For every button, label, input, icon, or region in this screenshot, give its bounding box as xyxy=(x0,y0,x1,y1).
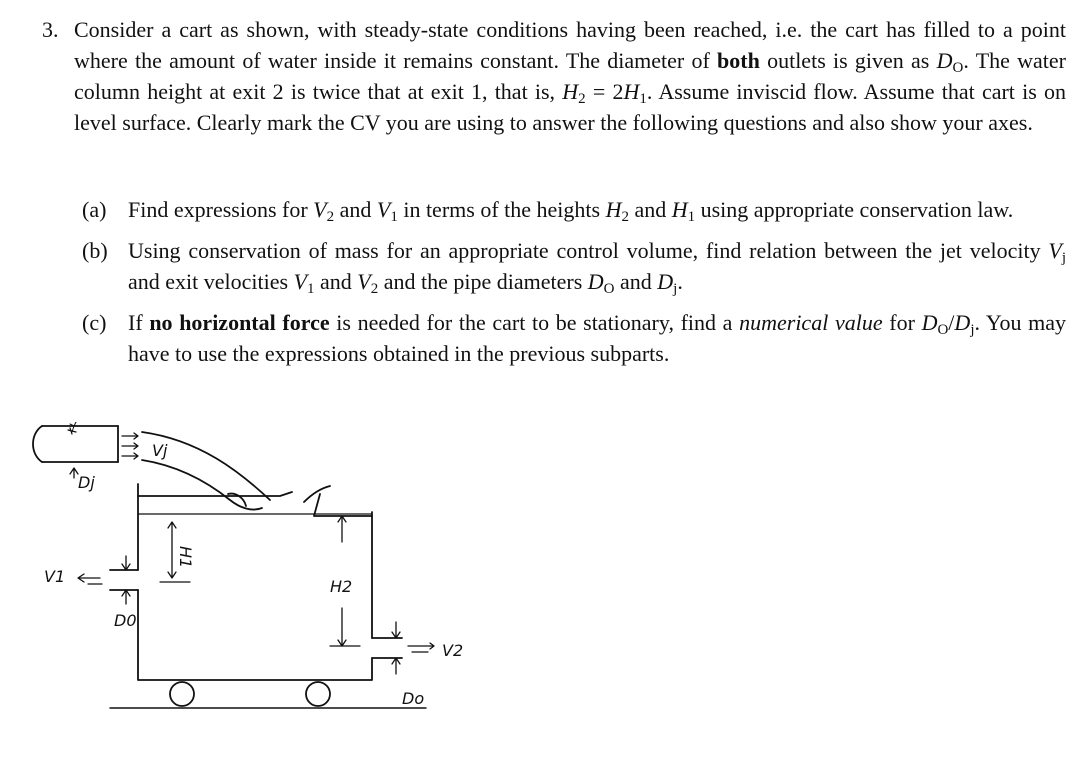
stem-text: outlets is given as xyxy=(759,48,937,73)
label-vj: Vj xyxy=(152,441,168,460)
label-d0-right: Do xyxy=(402,689,425,708)
part-text: If no horizontal force is needed for the cart to be stationary, find a numerical value for $D_O/D_j$. You may have to use the expressions obtained in the previous subparts. xyxy=(128,310,1067,366)
inlet-pipe xyxy=(33,426,118,462)
wheel-right xyxy=(306,682,330,706)
part-text: Using conservation of mass for an appropriate control volume, find relation between the jet velocity $V_j$ and exit velocities $V_1$ and $V_2$ and the pipe diameters $D_O$ and $D_j$. xyxy=(128,238,1066,297)
wheels xyxy=(110,682,426,708)
math-sub: 1 xyxy=(639,91,647,107)
part-text: Find expressions for $V_2$ and $V_1$ in terms of the heights $H_2$ and $H_1$ using appropriate conservation law. xyxy=(128,197,1014,225)
stem-text: . The water column height at exit 2 is twice that at exit 1, that is, xyxy=(74,48,1066,104)
dimension-arrows xyxy=(70,422,400,674)
math-sub: O xyxy=(952,60,964,76)
label-d0-left: D0 xyxy=(114,611,137,630)
math-d: D xyxy=(936,48,953,73)
part-label: (a) xyxy=(82,197,107,222)
outlet-1 xyxy=(78,570,138,590)
math-h: H xyxy=(562,79,579,104)
part-c xyxy=(82,307,1066,369)
math-eq: = 2 xyxy=(585,79,624,104)
label-h2: H2 xyxy=(330,577,353,596)
subparts xyxy=(82,194,1066,379)
jet-arrows xyxy=(122,433,138,459)
math-sub: 2 xyxy=(578,91,586,107)
part-b xyxy=(82,235,1066,297)
label-v2: V2 xyxy=(442,641,464,660)
cart-sketch xyxy=(30,422,500,752)
label-v1: V1 xyxy=(44,567,66,586)
math-h: H xyxy=(623,79,640,104)
wheel-left xyxy=(170,682,194,706)
part-a xyxy=(82,194,1066,225)
problem-stem xyxy=(74,14,1066,138)
part-label: (c) xyxy=(82,310,107,335)
label-h1: H1 xyxy=(176,546,195,569)
part-label: (b) xyxy=(82,238,108,263)
outlet-2 xyxy=(372,638,434,658)
stem-text: . Assume inviscid flow. Assume that cart is on level surface. Clearly mark the CV you are using to answer the following questions and also show your axes. xyxy=(74,79,1066,135)
problem-number: 3. xyxy=(42,17,59,42)
problem-statement xyxy=(42,14,1066,138)
stem-text: Consider a cart as shown, with steady-state conditions having been reached, i.e. the cart has filled to a point where the amount of water inside it remains constant. The diameter of xyxy=(74,17,1066,73)
cart-diagram xyxy=(30,422,500,752)
stem-bold-both: both xyxy=(717,48,760,73)
label-dj: Dj xyxy=(78,473,95,492)
